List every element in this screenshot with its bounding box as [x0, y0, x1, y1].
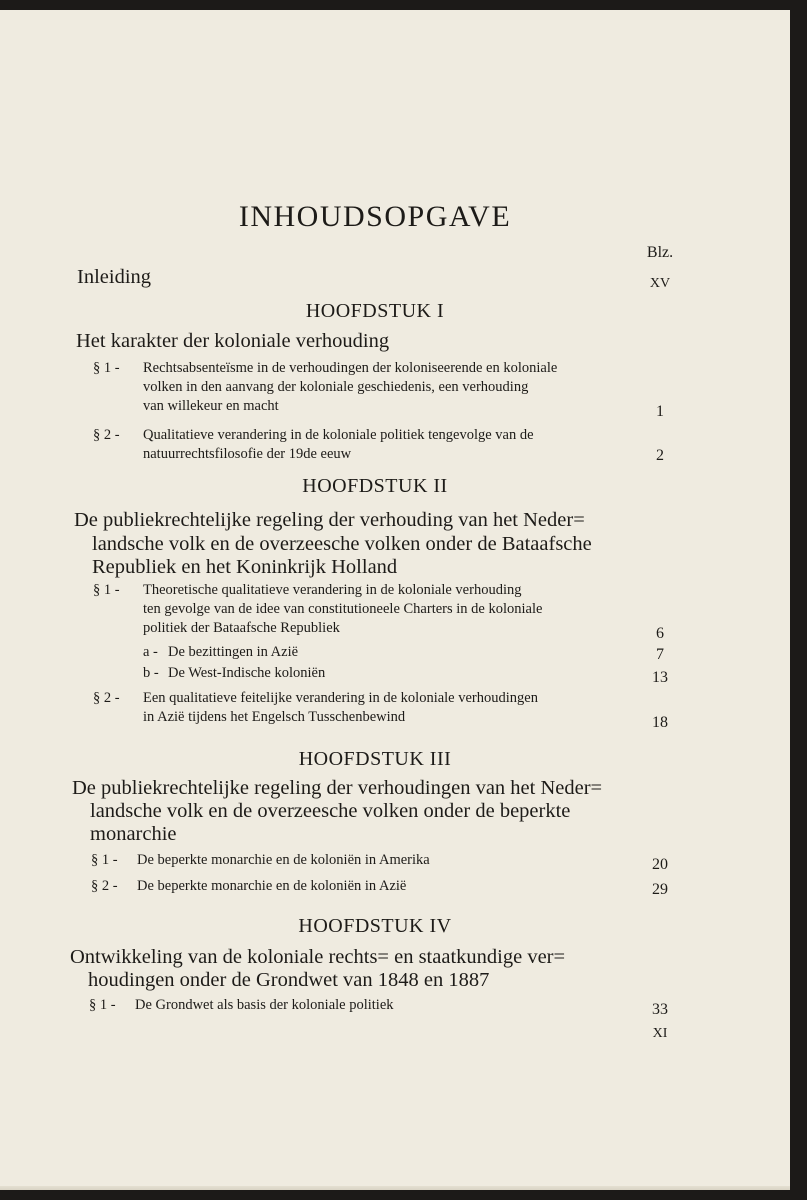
ch3-s2-text: De beperkte monarchie en de koloniën in Azië [137, 878, 407, 894]
ch1-s1-line-1: Rechtsabsenteïsme in de verhoudingen der koloniseerende en koloniale [143, 360, 558, 376]
ch2-s1-line-1: Theoretische qualitatieve verandering in de koloniale verhouding [143, 582, 522, 598]
ch4-s1-text: De Grondwet als basis der koloniale politiek [135, 997, 394, 1013]
page-folio: XI [652, 1026, 668, 1041]
chapter-3-title-line-2: landsche volk en de overzeesche volken onder de beperkte [90, 800, 571, 822]
ch2-s1-line-2: ten gevolge van de idee van constitutioneele Charters in de koloniale [143, 601, 543, 617]
book-page [0, 10, 790, 1190]
ch2-s2-line-2: in Azië tijdens het Engelsch Tusschenbewind [143, 709, 406, 725]
ch4-s1-page: 33 [652, 1001, 668, 1018]
ch3-s2-page: 29 [652, 881, 668, 898]
chapter-2-title-line-1: De publiekrechtelijke regeling der verhouding van het Neder= [74, 509, 585, 531]
ch3-s1-number: § 1 - [91, 852, 118, 868]
ch2-s2-page: 18 [652, 714, 668, 731]
page-title: INHOUDSOPGAVE [238, 200, 512, 233]
ch2-s1-number: § 1 - [93, 582, 120, 598]
ch1-s2-line-1: Qualitatieve verandering in de koloniale politiek tengevolge van de [143, 427, 534, 443]
ch2-b-number: b - [143, 665, 159, 681]
chapter-1-title: Het karakter der koloniale verhouding [76, 330, 390, 352]
chapter-2-heading: HOOFDSTUK II [302, 475, 448, 497]
intro-label: Inleiding [77, 266, 152, 288]
chapter-4-title-line-2: houdingen onder de Grondwet van 1848 en 1887 [88, 969, 490, 991]
ch1-s1-number: § 1 - [93, 360, 120, 376]
ch4-s1-number: § 1 - [89, 997, 116, 1013]
ch2-s1-line-3: politiek der Bataafsche Republiek [143, 620, 340, 636]
ch3-s2-number: § 2 - [91, 878, 118, 894]
ch2-b-text: De West-Indische koloniën [168, 665, 326, 681]
ch1-s2-line-2: natuurrechtsfilosofie der 19de eeuw [143, 446, 352, 462]
ch3-s1-page: 20 [652, 856, 668, 873]
chapter-2-title-line-3: Republiek en het Koninkrijk Holland [92, 556, 398, 578]
chapter-2-title-line-2: landsche volk en de overzeesche volken onder de Bataafsche [92, 533, 592, 555]
intro-page: XV [649, 276, 671, 291]
chapter-1-heading: HOOFDSTUK I [305, 300, 445, 322]
chapter-4-title-line-1: Ontwikkeling van de koloniale rechts= en staatkundige ver= [70, 946, 566, 968]
chapter-3-heading: HOOFDSTUK III [298, 748, 452, 770]
chapter-4-heading: HOOFDSTUK IV [298, 915, 452, 937]
ch1-s1-line-2: volken in den aanvang der koloniale geschiedenis, een verhouding [143, 379, 529, 395]
page-column-header: Blz. [646, 244, 674, 261]
ch2-s1-page: 6 [656, 625, 664, 642]
ch2-a-page: 7 [656, 646, 664, 663]
ch1-s1-page: 1 [656, 403, 664, 420]
ch2-s2-number: § 2 - [93, 690, 120, 706]
ch2-a-text: De bezittingen in Azië [168, 644, 299, 660]
chapter-3-title-line-1: De publiekrechtelijke regeling der verhoudingen van het Neder= [72, 777, 603, 799]
ch1-s2-page: 2 [656, 447, 664, 464]
ch2-b-page: 13 [652, 669, 668, 686]
ch2-s2-line-1: Een qualitatieve feitelijke verandering in de koloniale verhoudingen [143, 690, 538, 706]
ch1-s1-line-3: van willekeur en macht [143, 398, 279, 414]
ch3-s1-text: De beperkte monarchie en de koloniën in Amerika [137, 852, 430, 868]
ch2-a-number: a - [143, 644, 158, 660]
ch1-s2-number: § 2 - [93, 427, 120, 443]
chapter-3-title-line-3: monarchie [90, 823, 177, 845]
